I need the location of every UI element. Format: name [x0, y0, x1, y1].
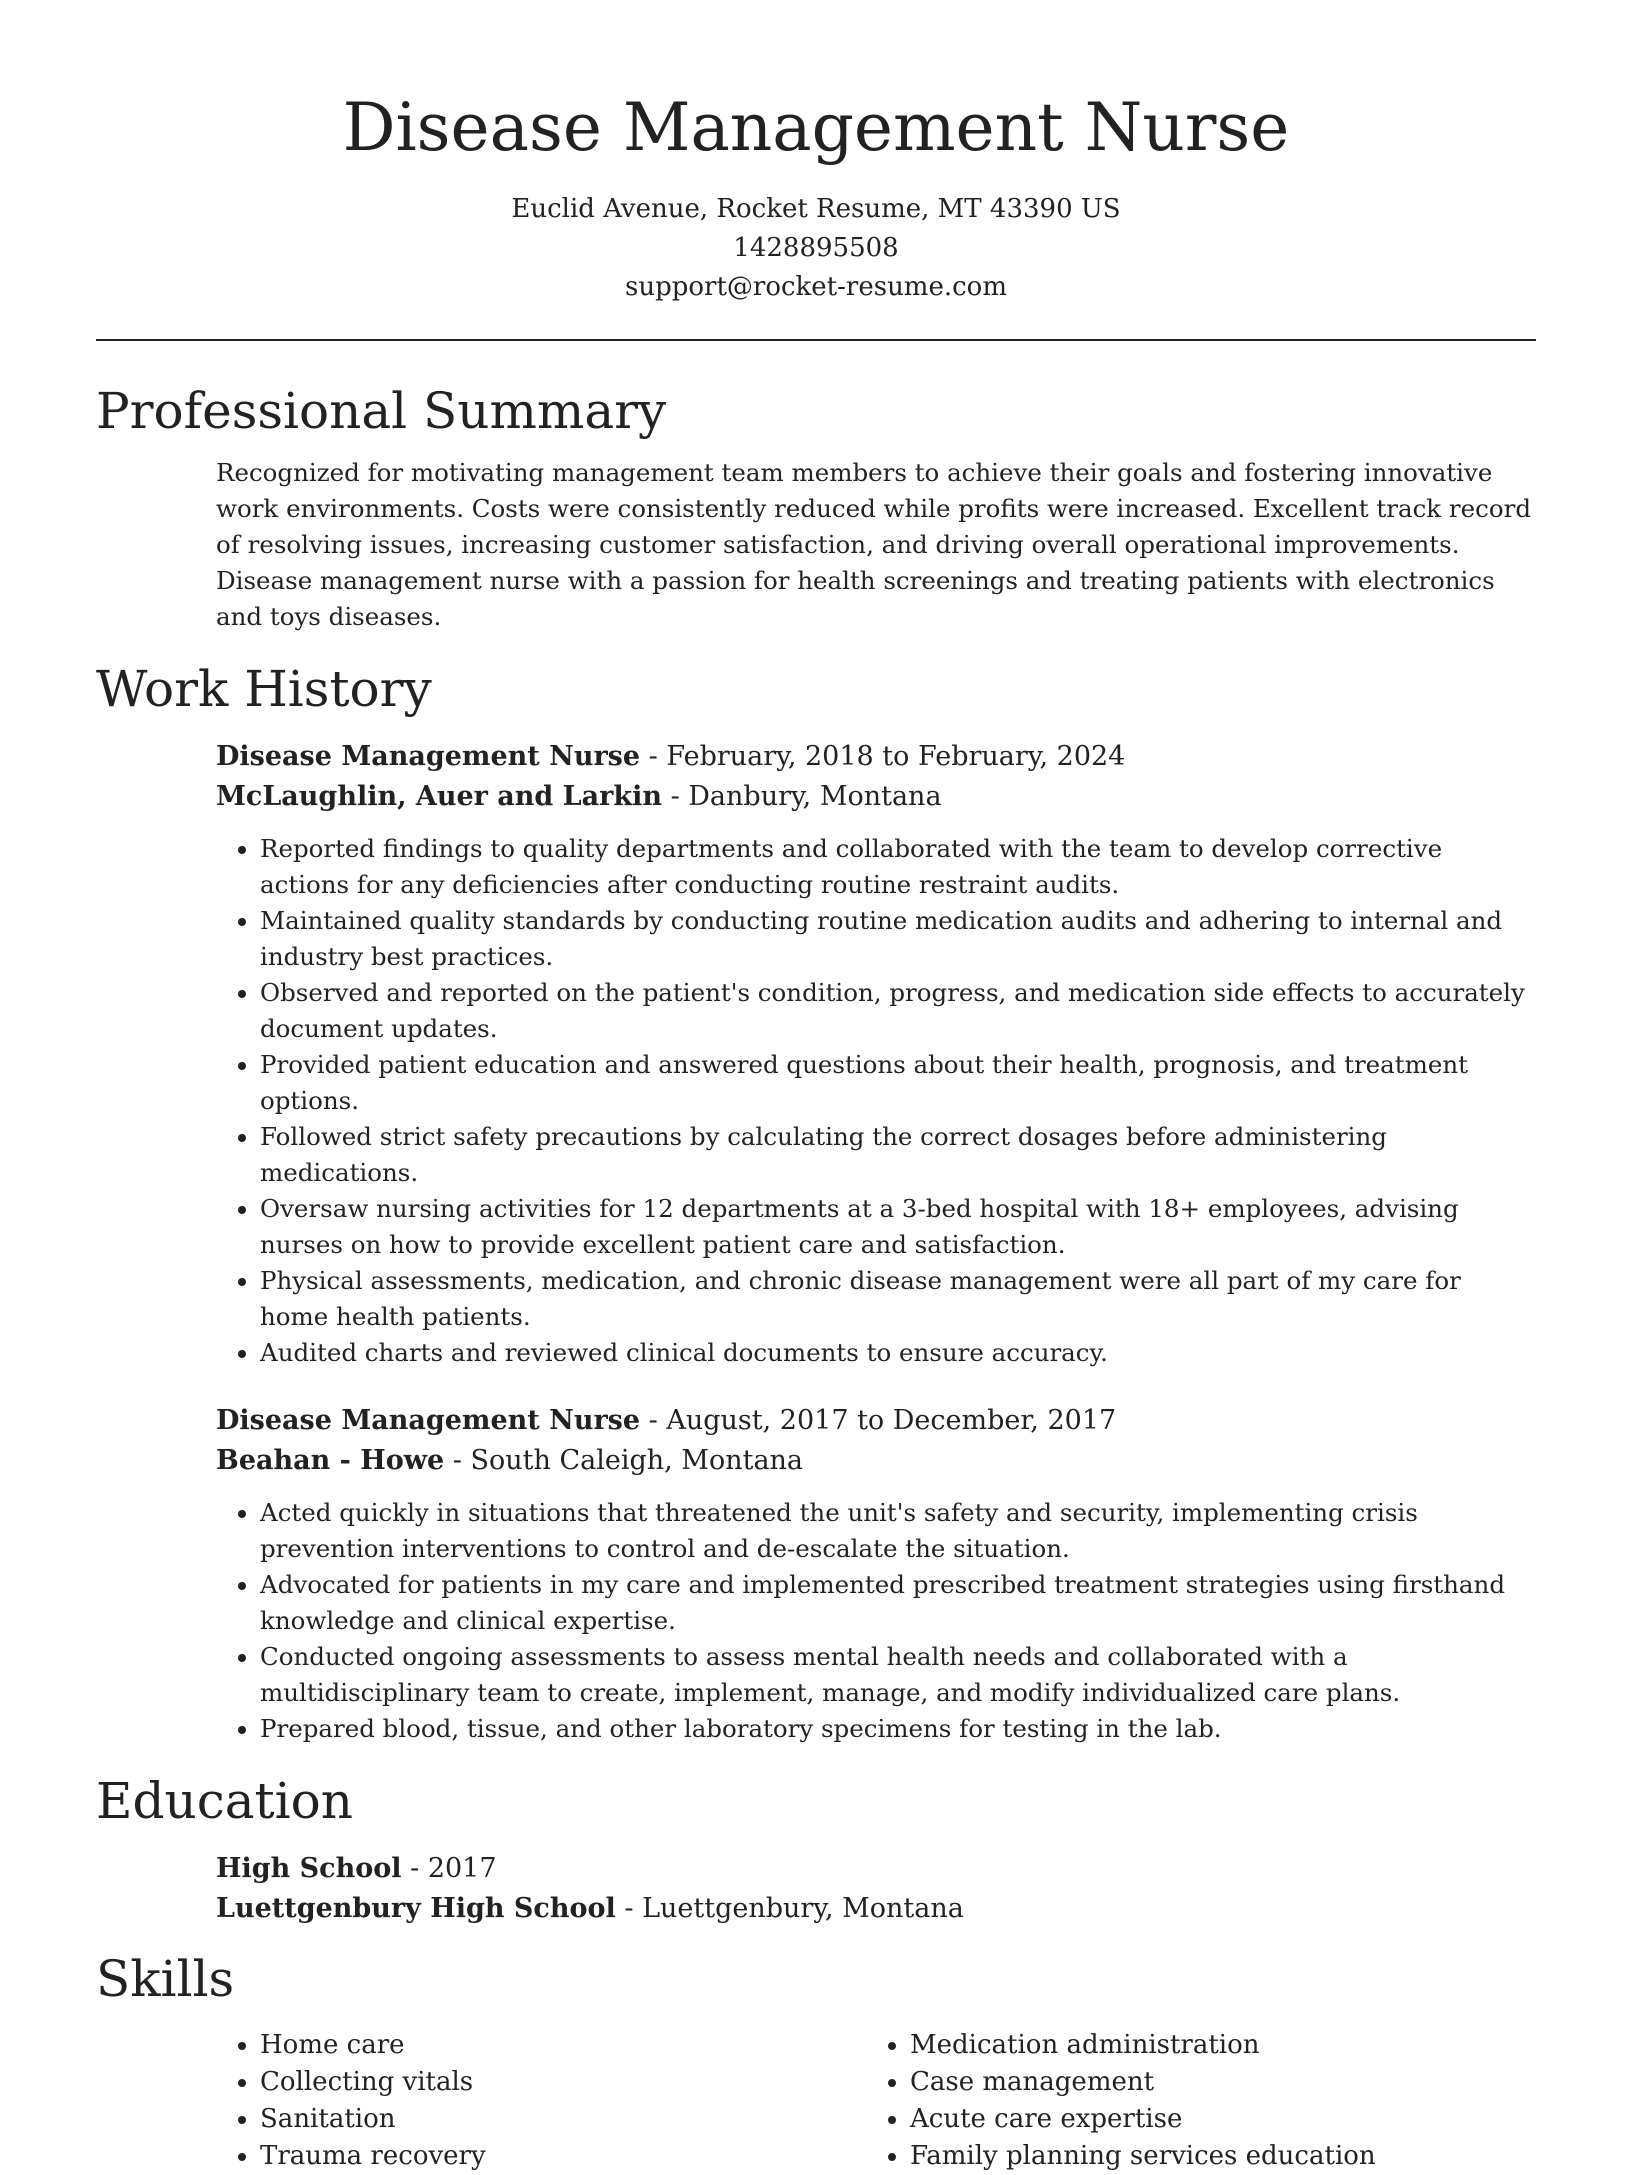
skill-item: • Medication administration	[910, 2027, 1516, 2064]
education-section-title: Education	[96, 1772, 353, 1830]
job-employer: Beahan - Howe	[216, 1445, 445, 1476]
job-dates: - February, 2018 to February, 2024	[640, 741, 1126, 772]
skills-column-left	[216, 2027, 866, 2175]
job-employer: McLaughlin, Auer and Larkin	[216, 781, 662, 812]
education-degree-line	[216, 1849, 1536, 1889]
job-role: Disease Management Nurse	[216, 1405, 641, 1436]
skills-section-title: Skills	[96, 1950, 235, 2008]
skill-item: • Home care	[260, 2027, 866, 2064]
job-entry	[216, 737, 1536, 1371]
job-duties-list	[216, 1495, 1536, 1747]
job-location: - Danbury, Montana	[661, 781, 942, 812]
job-duty: • Maintained quality standards by conducting routine medication audits and adhering to internal and industry best practices.	[260, 903, 1536, 975]
skills-list	[216, 2027, 866, 2175]
skills-grid	[216, 2027, 1536, 2175]
skill-item: • Case management	[910, 2064, 1516, 2101]
job-duty: • Oversaw nursing activities for 12 departments at a 3-bed hospital with 18+ employees, advising nurses on how to provide excellent patient care and satisfaction.	[260, 1191, 1536, 1263]
job-duty: • Followed strict safety precautions by calculating the correct dosages before administering medications.	[260, 1119, 1536, 1191]
job-entry	[216, 1401, 1536, 1747]
job-duty: • Conducted ongoing assessments to assess mental health needs and collaborated with a multidisciplinary team to create, implement, manage, and modify individualized care plans.	[260, 1639, 1536, 1711]
education-school: Luettgenbury High School	[216, 1893, 616, 1924]
job-employer-line	[216, 1441, 1536, 1481]
job-title-line	[216, 1401, 1536, 1441]
work-history-section-title: Work History	[96, 660, 432, 718]
job-duty: • Acted quickly in situations that threatened the unit's safety and security, implementing crisis prevention interventions to control and de-escalate the situation.	[260, 1495, 1536, 1567]
address-text: Euclid Avenue, Rocket Resume, MT 43390 US	[511, 194, 1121, 224]
job-title-line	[216, 737, 1536, 777]
job-duty: • Reported findings to quality departments and collaborated with the team to develop corrective actions for any deficiencies after conducting routine restraint audits.	[260, 831, 1536, 903]
job-duty: • Physical assessments, medication, and chronic disease management were all part of my care for home health patients.	[260, 1263, 1536, 1335]
job-duty: • Observed and reported on the patient's condition, progress, and medication side effects to accurately document updates.	[260, 975, 1536, 1047]
resume-header	[96, 0, 1536, 307]
email-text: support@rocket-resume.com	[624, 272, 1007, 302]
job-duty: • Advocated for patients in my care and implemented prescribed treatment strategies using firsthand knowledge and clinical expertise.	[260, 1567, 1536, 1639]
phone-text: 1428895508	[733, 233, 899, 263]
contact-info	[96, 190, 1536, 307]
skills-column-right	[866, 2027, 1516, 2175]
skill-item: • Trauma recovery	[260, 2138, 866, 2175]
job-location: - South Caleigh, Montana	[444, 1445, 804, 1476]
job-duty: • Audited charts and reviewed clinical documents to ensure accuracy.	[260, 1335, 1536, 1371]
skill-item: • Collecting vitals	[260, 2064, 866, 2101]
education-entry	[216, 1849, 1536, 1929]
job-role: Disease Management Nurse	[216, 741, 641, 772]
skill-item: • Sanitation	[260, 2101, 866, 2138]
candidate-name: Disease Management Nurse	[342, 89, 1290, 166]
job-duties-list	[216, 831, 1536, 1371]
skills-list	[866, 2027, 1516, 2175]
education-school-line	[216, 1889, 1536, 1929]
header-divider	[96, 339, 1536, 341]
summary-text: Recognized for motivating management team members to achieve their goals and fostering innovative work environments. Costs were consistently reduced while profits were increased. Excellent track record of resolving issues, increasing customer satisfaction, and driving overall operational improvements. Disease management nurse with a passion for health screenings and treating patients with electronics and toys diseases.	[216, 458, 1531, 631]
summary-section-title: Professional Summary	[96, 382, 667, 440]
skill-item: • Family planning services education	[910, 2138, 1516, 2175]
education-location: - Luettgenbury, Montana	[615, 1893, 964, 1924]
job-duty: • Provided patient education and answered questions about their health, prognosis, and treatment options.	[260, 1047, 1536, 1119]
job-employer-line	[216, 777, 1536, 817]
education-year: - 2017	[401, 1853, 497, 1884]
education-degree: High School	[216, 1853, 402, 1884]
skill-item: • Acute care expertise	[910, 2101, 1516, 2138]
job-dates: - August, 2017 to December, 2017	[640, 1405, 1117, 1436]
job-duty: • Prepared blood, tissue, and other laboratory specimens for testing in the lab.	[260, 1711, 1536, 1747]
